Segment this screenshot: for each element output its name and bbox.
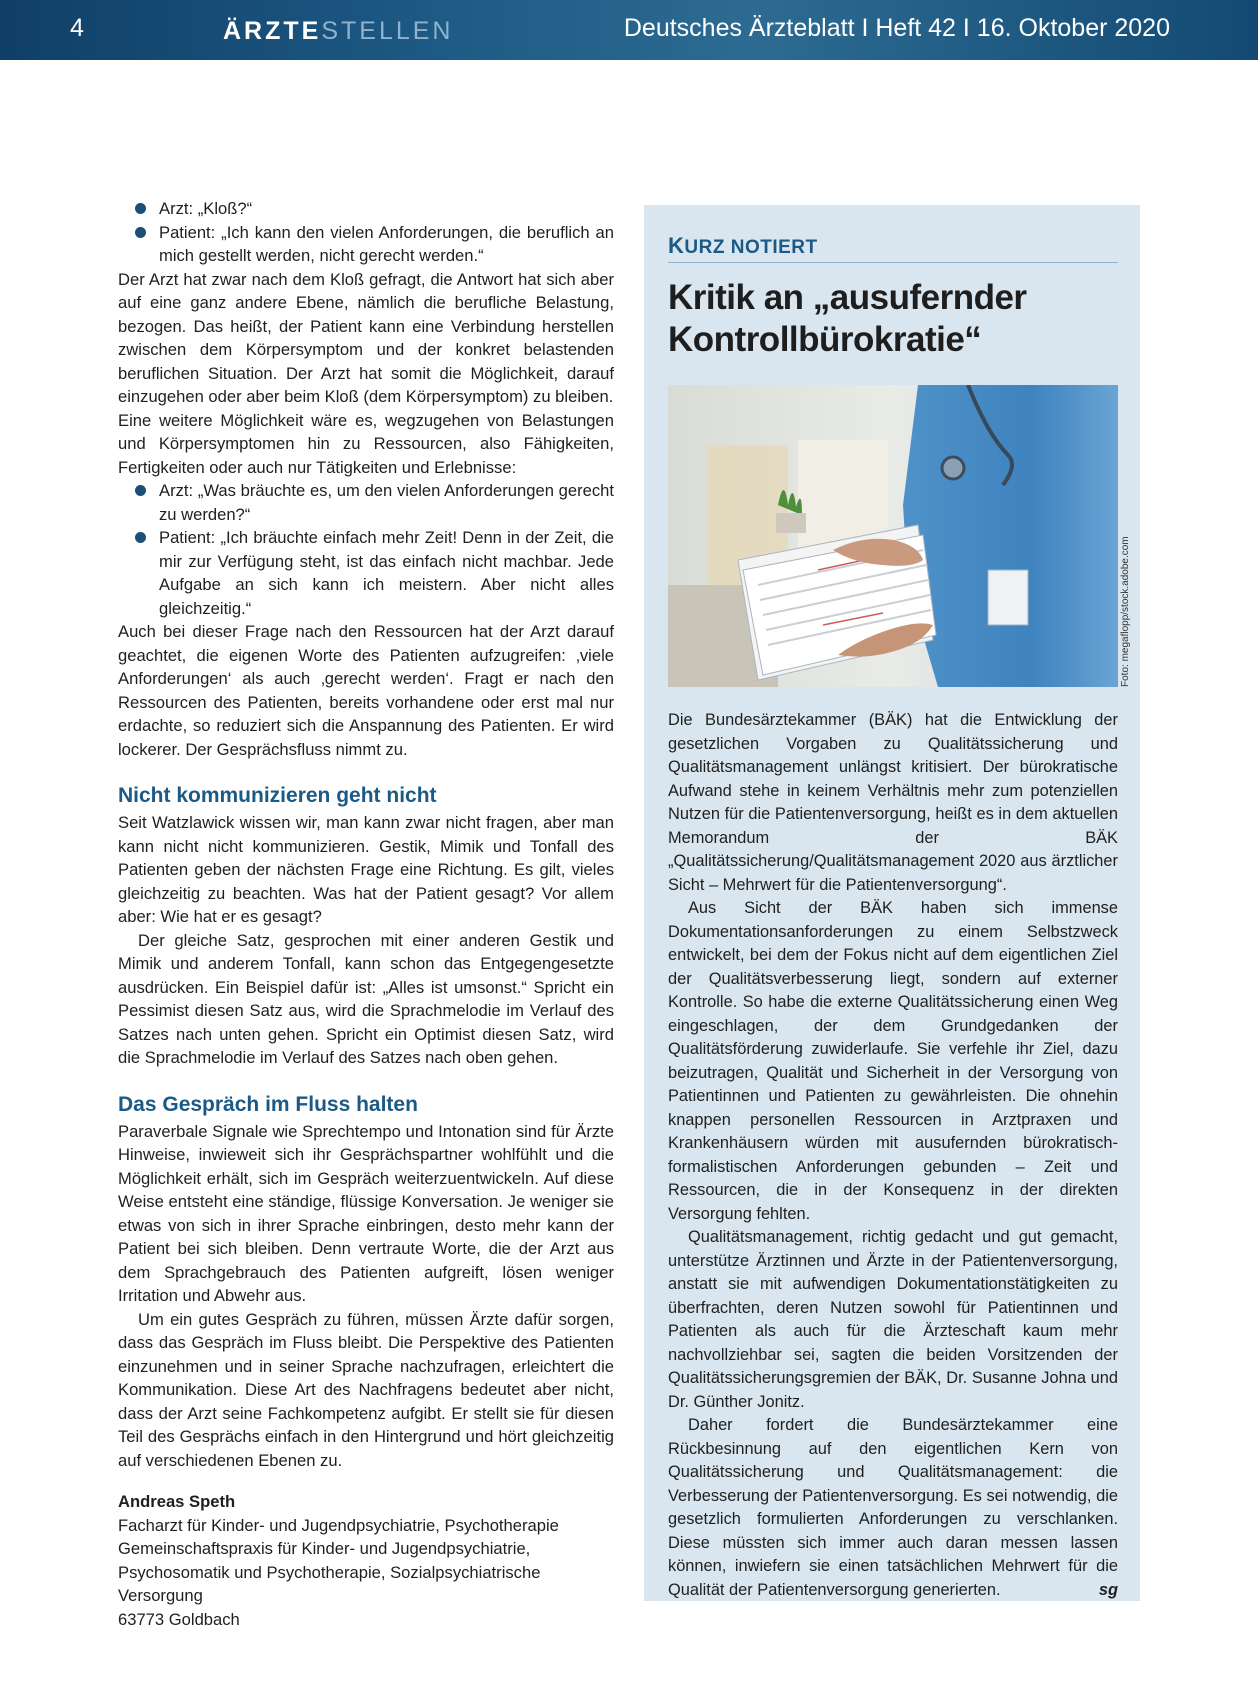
aerztestellen-logo: ÄRZTESTELLEN [223, 17, 454, 45]
paragraph: Der gleiche Satz, gesprochen mit einer anderen Gestik und Mimik und anderem Tonfall, kann schon das Entgegengesetzte ausdrücken. Ein Beispiel dafür ist: „Alles ist umsonst.“ Spricht ein Pessimist diesen Satz aus, wird die Sprachmelodie im Verlauf des Satzes nach unten gehen. Spricht ein Optimist diesen Satz, wird die Sprachmelodie im Verlauf des Satzes nach oben gehen. [118, 930, 614, 1067]
paragraph: Die Bundesärztekammer (BÄK) hat die Entwicklung der gesetzlichen Vorgaben zu Qualitätssicherung und Qualitätsmanagement unlängst kritisiert. Der bürokratische Aufwand stehe in keinem Verhältnis mehr zum potenziellen Nutzen für die Patientenversorgung, heißt es in dem aktuellen Memorandum der BÄK „Qualitätssicherung/Qualitätsmanagement 2020 aus ärztlicher Sicht – Mehrwert für die Patientenversorgung“. [668, 711, 1118, 894]
author-location: 63773 Goldbach [118, 1609, 240, 1629]
kicker-divider [668, 262, 1118, 263]
paragraph: Seit Watzlawick wissen wir, man kann zwar nicht fragen, aber man kann nicht nicht kommunizieren. Gestik, Mimik und Tonfall des Patienten geben der nächsten Frage eine Richtung. Es gilt, vieles gleichzeitig zu beachten. Was hat der Patient gesagt? Vor allem aber: Wie hat er es gesagt? [118, 813, 614, 926]
section-heading: Nicht kommunizieren geht nicht [118, 784, 437, 807]
paragraph: Aus Sicht der BÄK haben sich immense Dokumentationsanforderungen zu einem Selbstzweck entwickelt, bei dem der Fokus nicht auf dem eigentlichen Ziel der Qualitätsverbesserung liegt, sondern auf externer Kontrolle. So habe die externe Qualitätssicherung einen Weg eingeschlagen, der dem Grundgedanken der Qualitätsförderung zuwiderlaufe. Sie verfehle ihr Ziel, dazu beizutragen, Qualität und Sicherheit in der Versorgung von Patientinnen und Patienten zu gewährleisten. Die ohnehin knappen personellen Ressourcen in Arztpraxen und Krankenhäusern würden mit ausufernden bürokratisch-formalistischen Anforderungen gebunden – Zeit und Ressourcen, die in der Konsequenz in der direkten Versorgung fehlten. [668, 899, 1118, 1223]
box-title: Kritik an „ausufernder Kontrollbürokratie“ [668, 278, 1027, 359]
paragraph: Daher fordert die Bundesärztekammer eine Rückbesinnung auf den eigentlichen Kern von Qualitätssicherung und Qualitätsmanagement: die Verbesserung der Patientenversorgung. Es sei notwendig, die gesetzlich formulierten Anforderungen zu verschlanken. Diese müssten sich immer auch daran messen lassen können, inwiefern sie einen tatsächlichen Mehrwert für die Qualität der Patientenversorgung generierten. sg [668, 1414, 1118, 1602]
box-article [668, 709, 1118, 1602]
bullet-icon [135, 203, 146, 214]
list-item: Arzt: „Was bräuchte es, um den vielen Anforderungen gerecht zu werden?“ [118, 479, 614, 526]
bullet-icon [135, 485, 146, 496]
paragraph: Um ein gutes Gespräch zu führen, müssen Ärzte dafür sorgen, dass das Gespräch im Fluss bleibt. Die Perspektive des Patienten einzunehmen und in seiner Sprache nachzufragen, erleichtert die Kommunikation. Diese Art des Nachfragens bedeutet aber nicht, dass der Arzt seine Fachkompetenz aufgibt. Er stellt sie für diesen Teil des Gesprächs einfach in den Hintergrund und hört gleichzeitig auf verschiedenen Ebenen zu. [118, 1309, 614, 1470]
bullet-icon [135, 227, 146, 238]
photo-credit: Foto: megaflopp/stock.adobe.com [1120, 536, 1131, 687]
section-heading: Das Gespräch im Fluss halten [118, 1092, 418, 1116]
kurz-notiert-box [644, 205, 1140, 1601]
page-number: 4 [70, 14, 84, 42]
page-header [0, 0, 1258, 60]
main-article [118, 197, 614, 1631]
author-title: Facharzt für Kinder- und Jugendpsychiatrie, Psychotherapie [118, 1515, 559, 1535]
bullet-icon [135, 532, 146, 543]
list-item: Patient: „Ich kann den vielen Anforderungen, die beruflich an mich gestellt werden, nicht gerecht werden.“ [118, 221, 614, 268]
list-item: Arzt: „Kloß?“ [118, 197, 614, 221]
paragraph: Auch bei dieser Frage nach den Ressourcen hat der Arzt darauf geachtet, die eigenen Worte des Patienten aufzugreifen: ‚viele Anforderungen‘ als auch ‚gerecht werden‘. Fragt er nach den Ressourcen des Patienten, bereits vorhandene oder erst mal nur erdachte, so reduziert sich die Anspannung des Patienten. Er wird lockerer. Der Gesprächsfluss nimmt zu. [118, 622, 614, 759]
paragraph: Paraverbale Signale wie Sprechtempo und Intonation sind für Ärzte Hinweise, inwieweit sich ihr Gesprächspartner wohlfühlt und die Möglichkeit erhält, sich im Gespräch weiterzuentwickeln. Auf diese Weise entsteht eine ständige, flüssige Konversation. Je weniger sie etwas von sich in ihrer Sprache einbringen, desto mehr kann der Patient bei sich bleiben. Denn vertraute Worte, die der Arzt aus dem Sprachgebrauch des Patienten aufgreift, lösen weniger Irritation und Abwehr aus. [118, 1121, 614, 1305]
paragraph: Der Arzt hat zwar nach dem Kloß gefragt, die Antwort hat sich aber auf eine ganz andere Ebene, nämlich die berufliche Belastung, bezogen. Das heißt, der Patient kann eine Verbindung herstellen zwischen dem Körpersymptom und der konkret belastenden beruflichen Situation. Der Arzt hat somit die Möglichkeit, darauf einzugehen oder aber beim Kloß (dem Körpersymptom) zu bleiben. [118, 269, 614, 406]
list-item: Patient: „Ich bräuchte einfach mehr Zeit! Denn in der Zeit, die mir zur Verfügung steht, ist das einfach nicht machbar. Jede Aufgabe an sich kann ich meistern. Aber nicht alles gleichzeitig.“ [118, 526, 614, 620]
doctor-documents-photo [668, 385, 1118, 687]
paragraph: Eine weitere Möglichkeit wäre es, wegzugehen von Belastungen und Körpersymptomen hin zu Ressourcen, also Fähigkeiten, Fertigkeiten oder auch nur Tätigkeiten und Erlebnisse: [118, 410, 614, 477]
box-kicker: KURZ NOTIERT [668, 233, 818, 258]
issue-info: Deutsches Ärzteblatt I Heft 42 I 16. Oktober 2020 [623, 14, 1170, 42]
author-name: Andreas Speth [118, 1492, 236, 1511]
paragraph: Qualitätsmanagement, richtig gedacht und gut gemacht, unterstütze Ärztinnen und Ärzte in der Patientenversorgung, anstatt sie mit aufwendigen Dokumentationstätigkeiten zu überfrachten, deren Nutzen sowohl für Patientinnen und Patienten als auch für die Ärzteschaft kaum mehr nachvollziehbar sei, sagten die beiden Vorsitzenden der Qualitätssicherungsgremien der BÄK, Dr. Susanne Johna und Dr. Günther Jonitz. [668, 1228, 1118, 1411]
signature: sg [1098, 1580, 1118, 1599]
author-practice: Gemeinschaftspraxis für Kinder- und Jugendpsychiatrie, Psychosomatik und Psychotherapie, Sozialpsychiatrische Versorgung [118, 1539, 541, 1605]
